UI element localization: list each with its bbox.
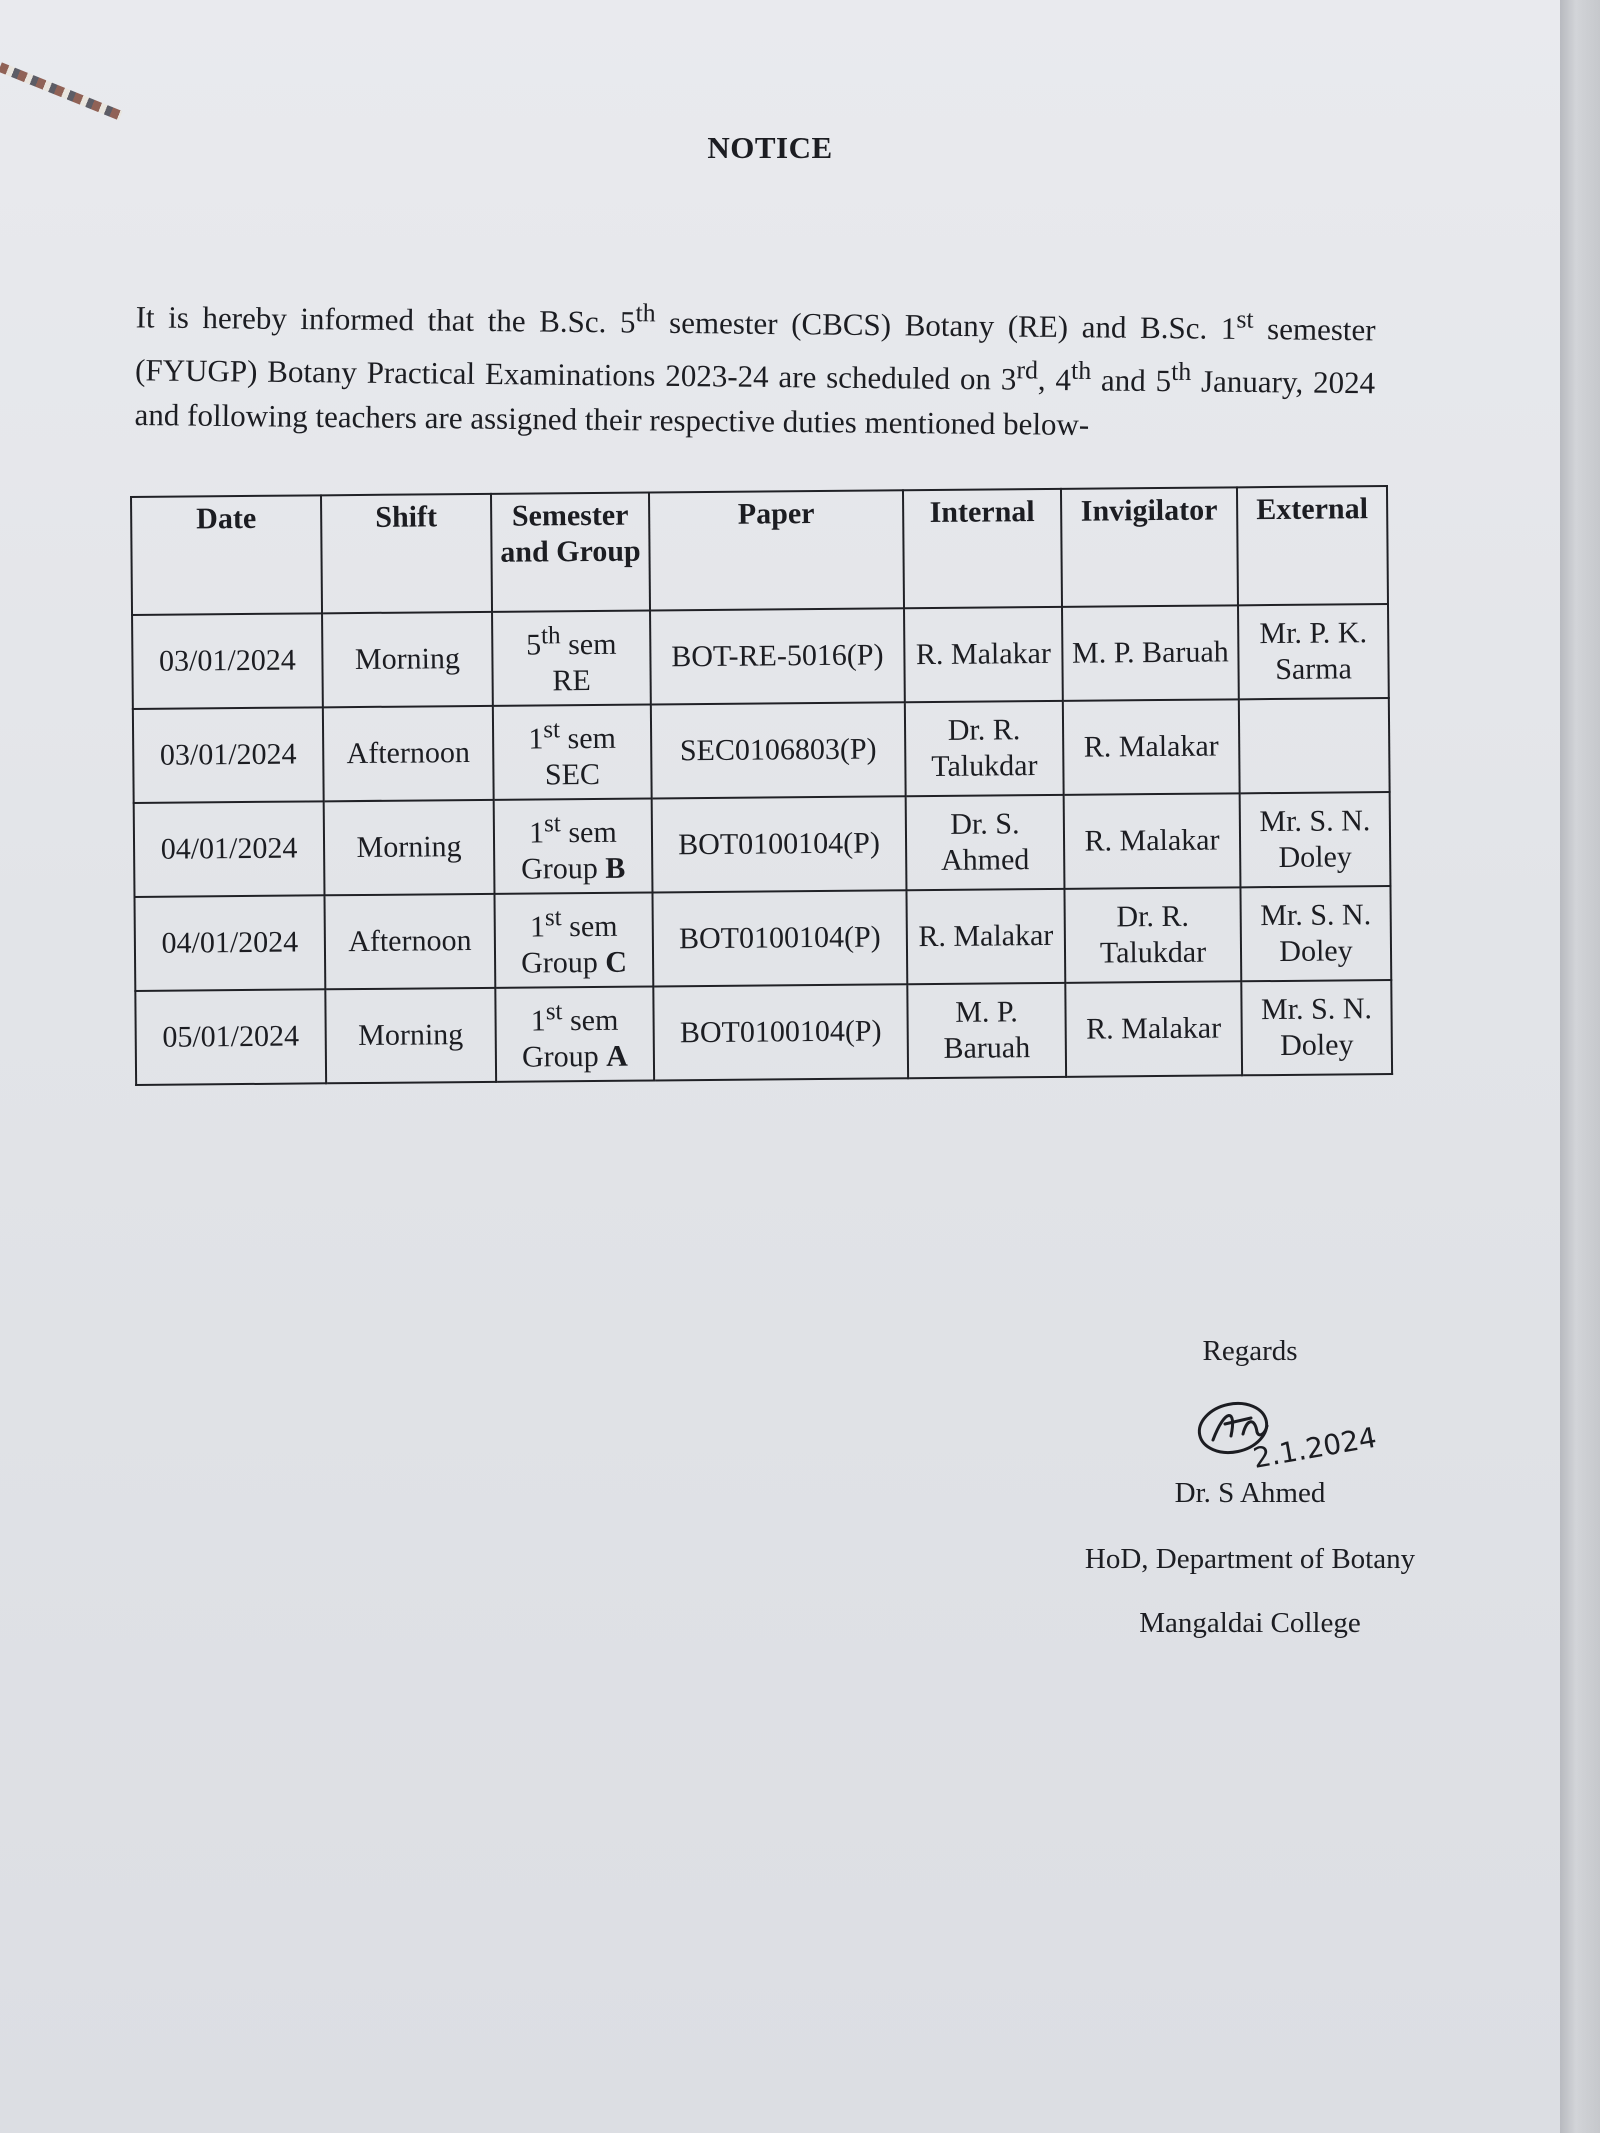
college-name: Mangaldai College [1139,1607,1361,1639]
cell-paper: BOT0100104(P) [653,984,908,1080]
cell-internal: Dr. S. Ahmed [906,795,1065,890]
cell-semester-group [493,704,652,799]
intro-sup: th [1070,356,1092,386]
cell-semester-group [494,892,653,987]
cell-shift: Morning [324,800,495,895]
group-text: Group [521,945,606,980]
intro-text: It is hereby informed that the B.Sc. 5 [135,299,636,340]
intro-sup: th [635,298,656,328]
table-header-row [131,486,1388,615]
intro-text: semester (CBCS) Botany (RE) and B.Sc. 1 [655,304,1237,346]
cell-shift: Morning [322,612,493,707]
page-stack-edge [1560,0,1600,2133]
intro-sup: th [1171,357,1192,387]
intro-text: , 4 [1037,362,1072,398]
cell-paper: BOT-RE-5016(P) [650,608,905,704]
cell-date: 03/01/2024 [133,707,324,803]
header-date: Date [131,495,322,615]
group-text: RE [552,663,591,697]
cell-external: Mr. S. N. Doley [1241,980,1392,1075]
intro-paragraph [134,286,1376,450]
table-body [132,604,1392,1085]
semester-suffix: st [545,997,563,1025]
cell-external [1239,698,1390,793]
table-row [134,886,1391,991]
semester-suffix: st [543,809,561,837]
semester-number: 1 [528,721,544,756]
cell-external: Mr. P. K. Sarma [1238,604,1389,699]
cell-shift: Afternoon [323,706,494,801]
cell-invigilator: R. Malakar [1065,981,1242,1077]
semester-word: sem [559,721,617,755]
group-text: Group [521,851,606,886]
semester-suffix: th [540,621,561,649]
cell-date: 04/01/2024 [134,895,325,991]
header-invigilator: Invigilator [1061,487,1238,607]
table-row [134,792,1391,897]
cell-semester-group [492,610,651,705]
intro-sup: st [1236,304,1254,334]
cell-semester-group [494,798,653,893]
header-semester-group: Semester and Group [491,492,650,611]
cell-paper: BOT0100104(P) [652,796,907,892]
cell-invigilator: R. Malakar [1064,793,1241,889]
duty-table [130,485,1393,1086]
handwritten-signature [1185,1388,1445,1478]
cell-date: 03/01/2024 [132,613,323,709]
semester-number: 1 [529,815,545,850]
handwritten-date: 2.1.2024 [1250,1420,1380,1475]
group-letter: B [605,851,626,885]
group-letter: C [605,945,628,979]
header-paper: Paper [649,490,904,610]
signatory-designation: HoD, Department of Botany [1084,1543,1416,1575]
header-external: External [1237,486,1388,605]
cell-internal: R. Malakar [904,607,1063,702]
intro-text: semester (FYUGP) Botany Practical Examinations 2023-24 are scheduled on 3 [134,311,1376,397]
semester-suffix: st [543,715,561,743]
table-row [133,698,1390,803]
cell-internal: R. Malakar [906,889,1065,984]
cell-external: Mr. S. N. Doley [1240,886,1391,981]
notice-title: NOTICE [707,130,833,165]
intro-text: and 5 [1090,362,1172,399]
intro-sup: rd [1016,355,1039,385]
cell-external: Mr. S. N. Doley [1240,792,1391,887]
cell-internal: M. P. Baruah [907,983,1066,1078]
cell-semester-group [495,986,654,1081]
duty-table-wrapper [130,485,1393,1086]
header-shift: Shift [321,494,492,613]
semester-word: sem [562,1003,619,1037]
binding-string [0,62,122,120]
group-letter: A [605,1039,628,1073]
cell-shift: Morning [325,988,496,1083]
cell-invigilator: Dr. R. Talukdar [1064,887,1241,983]
intro-text: January, 2024 and following teachers are assigned their respective duties mentioned below- [134,363,1376,442]
cell-paper: BOT0100104(P) [652,890,907,986]
semester-suffix: st [544,903,562,931]
table-row [132,604,1389,709]
semester-word: sem [560,815,617,849]
cell-paper: SEC0106803(P) [651,702,906,798]
signatory-name: Dr. S Ahmed [1174,1477,1326,1509]
group-text: Group [521,1039,607,1074]
regards-text: Regards [1202,1335,1298,1367]
semester-number: 5 [526,627,542,662]
semester-word: sem [560,627,617,661]
cell-date: 04/01/2024 [134,801,325,897]
cell-internal: Dr. R. Talukdar [905,701,1064,796]
semester-number: 1 [530,1003,546,1038]
cell-date: 05/01/2024 [135,989,326,1085]
semester-word: sem [561,909,618,943]
semester-number: 1 [529,909,546,944]
group-text: SEC [544,757,601,791]
cell-shift: Afternoon [324,894,495,989]
cell-invigilator: M. P. Baruah [1062,605,1239,701]
header-internal: Internal [903,489,1062,608]
table-row [135,980,1392,1085]
cell-invigilator: R. Malakar [1063,699,1240,795]
